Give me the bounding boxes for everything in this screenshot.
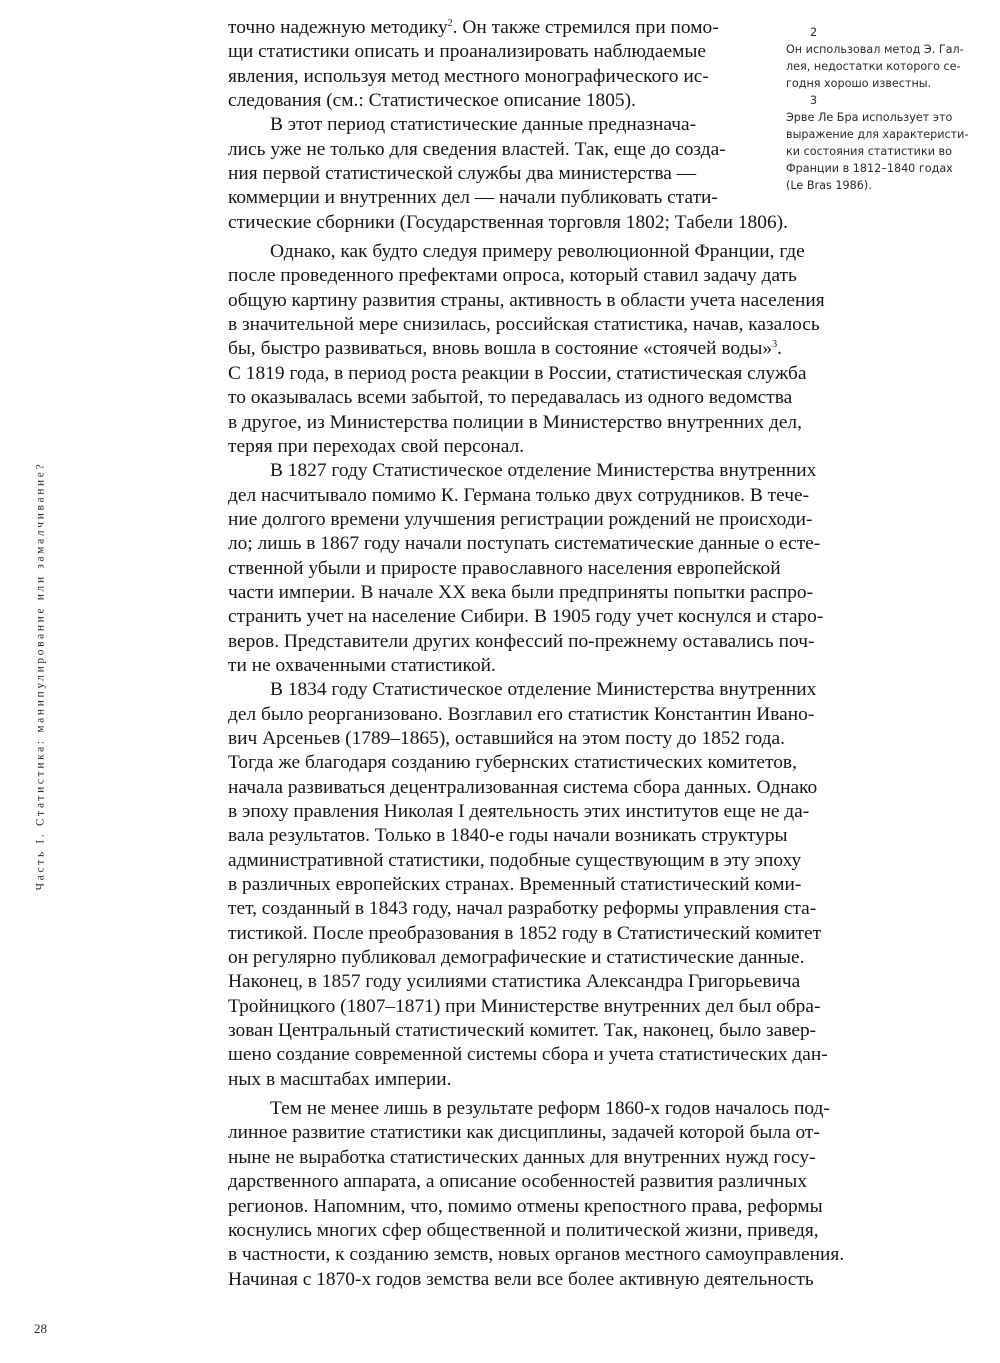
text-line xyxy=(228,849,880,873)
text-line xyxy=(228,1121,880,1145)
text-line-content: он регулярно публиковал демографические и статистические данные. xyxy=(228,947,805,969)
sidenotes-column xyxy=(786,24,1000,194)
text-line xyxy=(228,89,880,113)
sidenote-line: Он использовал метод Э. Гал- xyxy=(786,43,964,56)
text-line-content: В этот период статистические данные предназнача- xyxy=(270,114,697,136)
text-line-content: после проведенного префектами опроса, который ставил задачу дать xyxy=(228,265,797,287)
text-line-content: ти не охваченными статистикой. xyxy=(228,654,496,676)
text-line-continuation: . xyxy=(777,338,782,360)
text-line xyxy=(228,289,880,313)
text-line xyxy=(228,800,880,824)
text-line xyxy=(228,1195,880,1219)
text-line-content: Однако, как будто следуя примеру революционной Франции, где xyxy=(270,241,805,263)
text-line-content: явления, используя метод местного монографического ис- xyxy=(228,65,709,87)
text-line xyxy=(228,1097,880,1121)
text-line-content: С 1819 года, в период роста реакции в России, статистическая служба xyxy=(228,362,807,384)
text-line-content: то оказывалась всеми забытой, то передавалась из одного ведомства xyxy=(228,387,793,409)
text-line-content: дел насчитывало помимо К. Германа только двух сотрудников. В тече- xyxy=(228,484,810,506)
text-line-content: коммерции и внутренних дел — начали публиковать стати- xyxy=(228,187,718,209)
text-line xyxy=(228,264,880,288)
text-line-content: Начиная с 1870-х годов земства вели все более активную деятельность xyxy=(228,1268,814,1290)
text-line xyxy=(228,897,880,921)
text-line-content: ных в масштабах империи. xyxy=(228,1068,452,1090)
text-line-content: административной статистики, подобные существующим в эту эпоху xyxy=(228,849,802,871)
text-line-content: ло; лишь в 1867 году начали поступать систематические данные о есте- xyxy=(228,533,821,555)
sidenote-line: Эрве Ле Бра использует это xyxy=(786,111,953,124)
text-line-content: странить учет на население Сибири. В 1905 году учет коснулся и старо- xyxy=(228,606,824,628)
text-line xyxy=(228,138,880,162)
text-line xyxy=(228,411,880,435)
text-line-content: Тем не менее лишь в результате реформ 1860-х годов началось под- xyxy=(270,1098,830,1120)
text-line xyxy=(228,824,880,848)
text-line-content: Тогда же благодаря созданию губернских статистических комитетов, xyxy=(228,752,797,774)
running-head-text: Часть I. Статистика: манипулирование или замалчивание? xyxy=(34,461,47,891)
text-line xyxy=(228,1170,880,1194)
text-line xyxy=(228,532,880,556)
sidenote-line: годня хорошо известны. xyxy=(786,77,932,90)
text-line xyxy=(228,459,880,483)
text-line xyxy=(228,703,880,727)
text-line xyxy=(228,970,880,994)
text-line-content: регионов. Напомним, что, помимо отмены крепостного права, реформы xyxy=(228,1195,823,1217)
text-line-content: веров. Представители других конфессий по-прежнему оставались поч- xyxy=(228,630,815,652)
sidenote-line: ки состояния статистики во xyxy=(786,145,952,158)
text-line xyxy=(228,186,880,210)
text-line xyxy=(228,751,880,775)
text-line-content: в другое, из Министерства полиции в Министерство внутренних дел, xyxy=(228,411,802,433)
text-line xyxy=(228,581,880,605)
text-line-content: бы, быстро развиваться, вновь вошла в состояние «стоячей воды» xyxy=(228,338,773,360)
text-line-content: коснулись многих сфер общественной и политической жизни, приведя, xyxy=(228,1219,819,1241)
text-line-content: в эпоху правления Николая I деятельность этих институтов еще не да- xyxy=(228,801,810,822)
text-line xyxy=(228,654,880,678)
text-line-content: В 1827 году Статистическое отделение Министерства внутренних xyxy=(270,460,817,482)
text-line xyxy=(228,1268,880,1292)
sidenote-line: Франции в 1812–1840 годах xyxy=(786,162,953,175)
text-line xyxy=(228,678,880,702)
text-line-content: Тройницкого (1807–1871) при Министерстве внутренних дел был обра- xyxy=(228,995,821,1017)
text-line-content: ныне не выработка статистических данных для внутренних нужд госу- xyxy=(228,1146,816,1168)
text-line xyxy=(228,362,880,386)
sidenote-number: 3 xyxy=(810,94,818,107)
text-line-content: в значительной мере снизилась, российская статистика, начав, казалось xyxy=(228,314,820,336)
text-line-content: дарственного аппарата, а описание особенностей развития различных xyxy=(228,1171,807,1193)
text-line xyxy=(228,435,880,459)
text-line xyxy=(228,337,880,361)
text-line-content: в частности, к созданию земств, новых органов местного самоуправления. xyxy=(228,1244,845,1266)
text-line xyxy=(228,65,880,89)
text-line-content: лись уже не только для сведения властей. Так, еще до созда- xyxy=(228,138,726,160)
text-line xyxy=(228,605,880,629)
text-line xyxy=(228,1043,880,1067)
text-line-content: теряя при переходах свой персонал. xyxy=(228,435,525,457)
text-line-continuation: . Он также стремился при помо- xyxy=(452,17,719,38)
text-line-content: в различных европейских странах. Временный статистический коми- xyxy=(228,874,802,896)
text-line-content: Наконец, в 1857 году усилиями статистика Александра Григорьевича xyxy=(228,971,801,993)
text-line-content: линное развитие статистики как дисциплины, задачей которой была от- xyxy=(228,1122,820,1144)
text-line-content: щи статистики описать и проанализировать наблюдаемые xyxy=(228,41,707,63)
text-line-content: тет, созданный в 1843 году, начал разработку реформы управления ста- xyxy=(228,898,817,920)
text-line xyxy=(228,727,880,751)
text-line xyxy=(228,386,880,410)
sidenote-line: лея, недостатки которого се- xyxy=(786,60,961,73)
text-line xyxy=(228,946,880,970)
text-line xyxy=(228,1019,880,1043)
text-line xyxy=(228,1243,880,1267)
text-line-content: части империи. В начале XX века были предприняты попытки распро- xyxy=(228,581,814,603)
text-line xyxy=(228,484,880,508)
text-line xyxy=(228,16,880,40)
text-line xyxy=(228,995,880,1019)
text-line-content: В 1834 году Статистическое отделение Министерства внутренних xyxy=(270,679,817,701)
text-line xyxy=(228,40,880,64)
text-line-content: дел было реорганизовано. Возглавил его статистик Константин Ивано- xyxy=(228,703,815,725)
text-line xyxy=(228,1146,880,1170)
text-line-content: тистикой. После преобразования в 1852 году в Статистический комитет xyxy=(228,922,822,944)
sidenote xyxy=(786,24,1000,92)
text-line-content: шено создание современной системы сбора и учета статистических дан- xyxy=(228,1044,828,1066)
text-line-content: ния первой статистической службы два министерства — xyxy=(228,163,697,185)
running-head xyxy=(10,356,70,996)
text-line xyxy=(228,240,880,264)
text-line-content: ние долгого времени улучшения регистрации рождений не происходи- xyxy=(228,508,813,530)
main-text-column xyxy=(228,16,880,1292)
footnote-marker: 2 xyxy=(447,18,453,29)
text-line-content: следования (см.: Статистическое описание 1805). xyxy=(228,90,636,112)
text-line xyxy=(228,1219,880,1243)
text-line xyxy=(228,776,880,800)
text-line xyxy=(228,211,880,235)
footnote-marker: 3 xyxy=(772,339,778,351)
text-line-content: общую картину развития страны, активность в области учета населения xyxy=(228,289,825,311)
text-line xyxy=(228,113,880,137)
text-line xyxy=(228,630,880,654)
text-line-content: вич Арсеньев (1789–1865), оставшийся на этом посту до 1852 года. xyxy=(228,727,785,749)
sidenote-number: 2 xyxy=(810,26,818,39)
text-line-content: ственной убыли и приросте православного населения европейской xyxy=(228,557,781,579)
text-line-content: вала результатов. Только в 1840-е годы начали возникать структуры xyxy=(228,825,788,847)
sidenote xyxy=(786,92,1000,194)
text-line xyxy=(228,557,880,581)
text-line xyxy=(228,508,880,532)
sidenote-line: (Le Bras 1986). xyxy=(786,179,872,192)
text-line-content: начала развиваться децентрализованная система сбора данных. Однако xyxy=(228,776,818,798)
text-line xyxy=(228,162,880,186)
page-number: 28 xyxy=(34,1321,47,1336)
text-line xyxy=(228,313,880,337)
sidenote-line: выражение для характеристи- xyxy=(786,128,969,141)
text-line xyxy=(228,922,880,946)
text-line-content: точно надежную методику xyxy=(228,17,448,38)
text-line-content: зован Центральный статистический комитет. Так, наконец, было завер- xyxy=(228,1020,817,1042)
text-line-content: стические сборники (Государственная торговля 1802; Табели 1806). xyxy=(228,211,788,233)
text-line xyxy=(228,873,880,897)
text-line xyxy=(228,1068,880,1092)
